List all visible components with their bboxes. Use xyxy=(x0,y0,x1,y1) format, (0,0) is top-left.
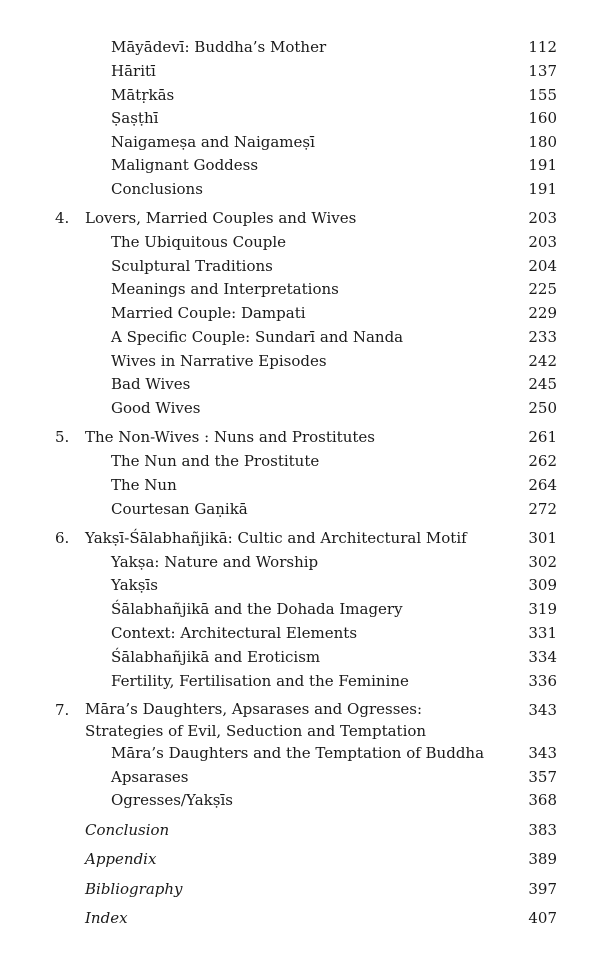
page-number: 264 xyxy=(528,476,557,494)
toc-chapter xyxy=(0,425,600,449)
page-number: 261 xyxy=(528,428,557,446)
page-number: 160 xyxy=(528,109,557,127)
entry-title: Naigameṣa and Naigameṣī xyxy=(111,133,315,151)
page-number: 155 xyxy=(528,86,557,104)
chapter-number: 4. xyxy=(55,209,70,227)
toc-section xyxy=(0,597,600,621)
page-number: 191 xyxy=(528,156,557,174)
entry-title: Good Wives xyxy=(111,399,201,417)
entry-title: Māra’s Daughters and the Temptation of Buddha xyxy=(111,744,485,762)
page-number: 272 xyxy=(528,500,557,518)
toc-section xyxy=(0,83,600,107)
entry-title: Appendix xyxy=(85,850,157,868)
page-number: 204 xyxy=(528,257,557,275)
entry-title: Apsarases xyxy=(111,768,189,786)
page-number: 309 xyxy=(528,576,557,594)
toc-section xyxy=(0,106,600,130)
toc-section xyxy=(0,741,600,765)
toc-chapter xyxy=(0,526,600,550)
entry-title: Māyādevī: Buddha’s Mother xyxy=(111,38,327,56)
page-number: 137 xyxy=(528,62,557,80)
entry-title: Ṣaṣṭhī xyxy=(111,109,159,127)
chapter-number: 7. xyxy=(55,701,70,719)
toc-section xyxy=(0,396,600,420)
entry-title: Yakṣa: Nature and Worship xyxy=(111,553,319,571)
toc-section xyxy=(0,254,600,278)
page-number: 191 xyxy=(528,180,557,198)
entry-title: Conclusion xyxy=(85,821,170,839)
toc-section xyxy=(0,449,600,473)
toc-section xyxy=(0,473,600,497)
page-number: 397 xyxy=(528,880,557,898)
chapter-number: 5. xyxy=(55,428,70,446)
page-number: 245 xyxy=(528,375,557,393)
page-number: 343 xyxy=(528,744,557,762)
toc-section xyxy=(0,349,600,373)
entry-title: The Nun xyxy=(111,476,177,494)
toc-section xyxy=(0,35,600,59)
page-number: 343 xyxy=(528,701,557,719)
toc-section xyxy=(0,301,600,325)
page-number: 334 xyxy=(528,648,557,666)
toc-section xyxy=(0,645,600,669)
page-number: 242 xyxy=(528,352,557,370)
entry-title: The Non-Wives : Nuns and Prostitutes xyxy=(85,428,375,446)
entry-title: Bad Wives xyxy=(111,375,191,393)
toc-section xyxy=(0,59,600,83)
entry-title: Śālabhañjikā and Eroticism xyxy=(111,648,321,666)
toc-back-matter xyxy=(0,906,600,930)
entry-title: Bibliography xyxy=(85,880,183,898)
toc-section xyxy=(0,550,600,574)
toc-section xyxy=(0,372,600,396)
entry-title: Śālabhañjikā and the Dohada Imagery xyxy=(111,600,403,618)
entry-title: Fertility, Fertilisation and the Feminine xyxy=(111,672,409,690)
chapter-number: 6. xyxy=(55,529,70,547)
entry-title: The Ubiquitous Couple xyxy=(111,233,287,251)
toc-section xyxy=(0,669,600,693)
toc-chapter xyxy=(0,206,600,230)
toc-section xyxy=(0,788,600,812)
entry-title: Index xyxy=(85,909,128,927)
entry-title: Māra’s Daughters, Apsarases and Ogresses: Strategies of Evil, Seduction and Temptation xyxy=(85,700,427,740)
toc-section xyxy=(0,130,600,154)
toc-section xyxy=(0,765,600,789)
entry-title: The Nun and the Prostitute xyxy=(111,452,320,470)
page-number: 250 xyxy=(528,399,557,417)
page-number: 262 xyxy=(528,452,557,470)
toc-section xyxy=(0,497,600,521)
page-number: 319 xyxy=(528,600,557,618)
page-number: 301 xyxy=(528,529,557,547)
page-number: 331 xyxy=(528,624,557,642)
entry-title: Meanings and Interpretations xyxy=(111,280,339,298)
toc-chapter xyxy=(0,698,600,740)
page-number: 112 xyxy=(528,38,557,56)
page-number: 203 xyxy=(528,209,557,227)
page-number: 368 xyxy=(528,791,557,809)
toc-section xyxy=(0,153,600,177)
page-number: 357 xyxy=(528,768,557,786)
entry-title: Yakṣī-Śālabhañjikā: Cultic and Architectural Motif xyxy=(85,529,467,547)
entry-title: Ogresses/Yakṣīs xyxy=(111,791,233,809)
entry-title: Hāritī xyxy=(111,62,156,80)
page-number: 302 xyxy=(528,553,557,571)
page-number: 383 xyxy=(528,821,557,839)
page-number: 180 xyxy=(528,133,557,151)
page-number: 407 xyxy=(528,909,557,927)
page-number: 203 xyxy=(528,233,557,251)
entry-title: Mātṛkās xyxy=(111,86,175,104)
page-number: 233 xyxy=(528,328,557,346)
toc-section xyxy=(0,325,600,349)
entry-title: Sculptural Traditions xyxy=(111,257,273,275)
page-number: 225 xyxy=(528,280,557,298)
toc-back-matter xyxy=(0,877,600,901)
entry-title: Yakṣīs xyxy=(111,576,158,594)
toc-section xyxy=(0,230,600,254)
toc-section xyxy=(0,277,600,301)
page-number: 389 xyxy=(528,850,557,868)
entry-title: Malignant Goddess xyxy=(111,156,259,174)
toc-section xyxy=(0,621,600,645)
entry-title: Context: Architectural Elements xyxy=(111,624,358,642)
toc-section xyxy=(0,177,600,201)
page-number: 336 xyxy=(528,672,557,690)
entry-title: Courtesan Gaṇikā xyxy=(111,500,248,518)
entry-title: A Specific Couple: Sundarī and Nanda xyxy=(111,328,404,346)
entry-title: Wives in Narrative Episodes xyxy=(111,352,327,370)
entry-title: Lovers, Married Couples and Wives xyxy=(85,209,357,227)
toc-back-matter xyxy=(0,847,600,871)
entry-title: Married Couple: Dampati xyxy=(111,304,306,322)
entry-title: Conclusions xyxy=(111,180,203,198)
toc-back-matter xyxy=(0,818,600,842)
page-number: 229 xyxy=(528,304,557,322)
toc-section xyxy=(0,573,600,597)
